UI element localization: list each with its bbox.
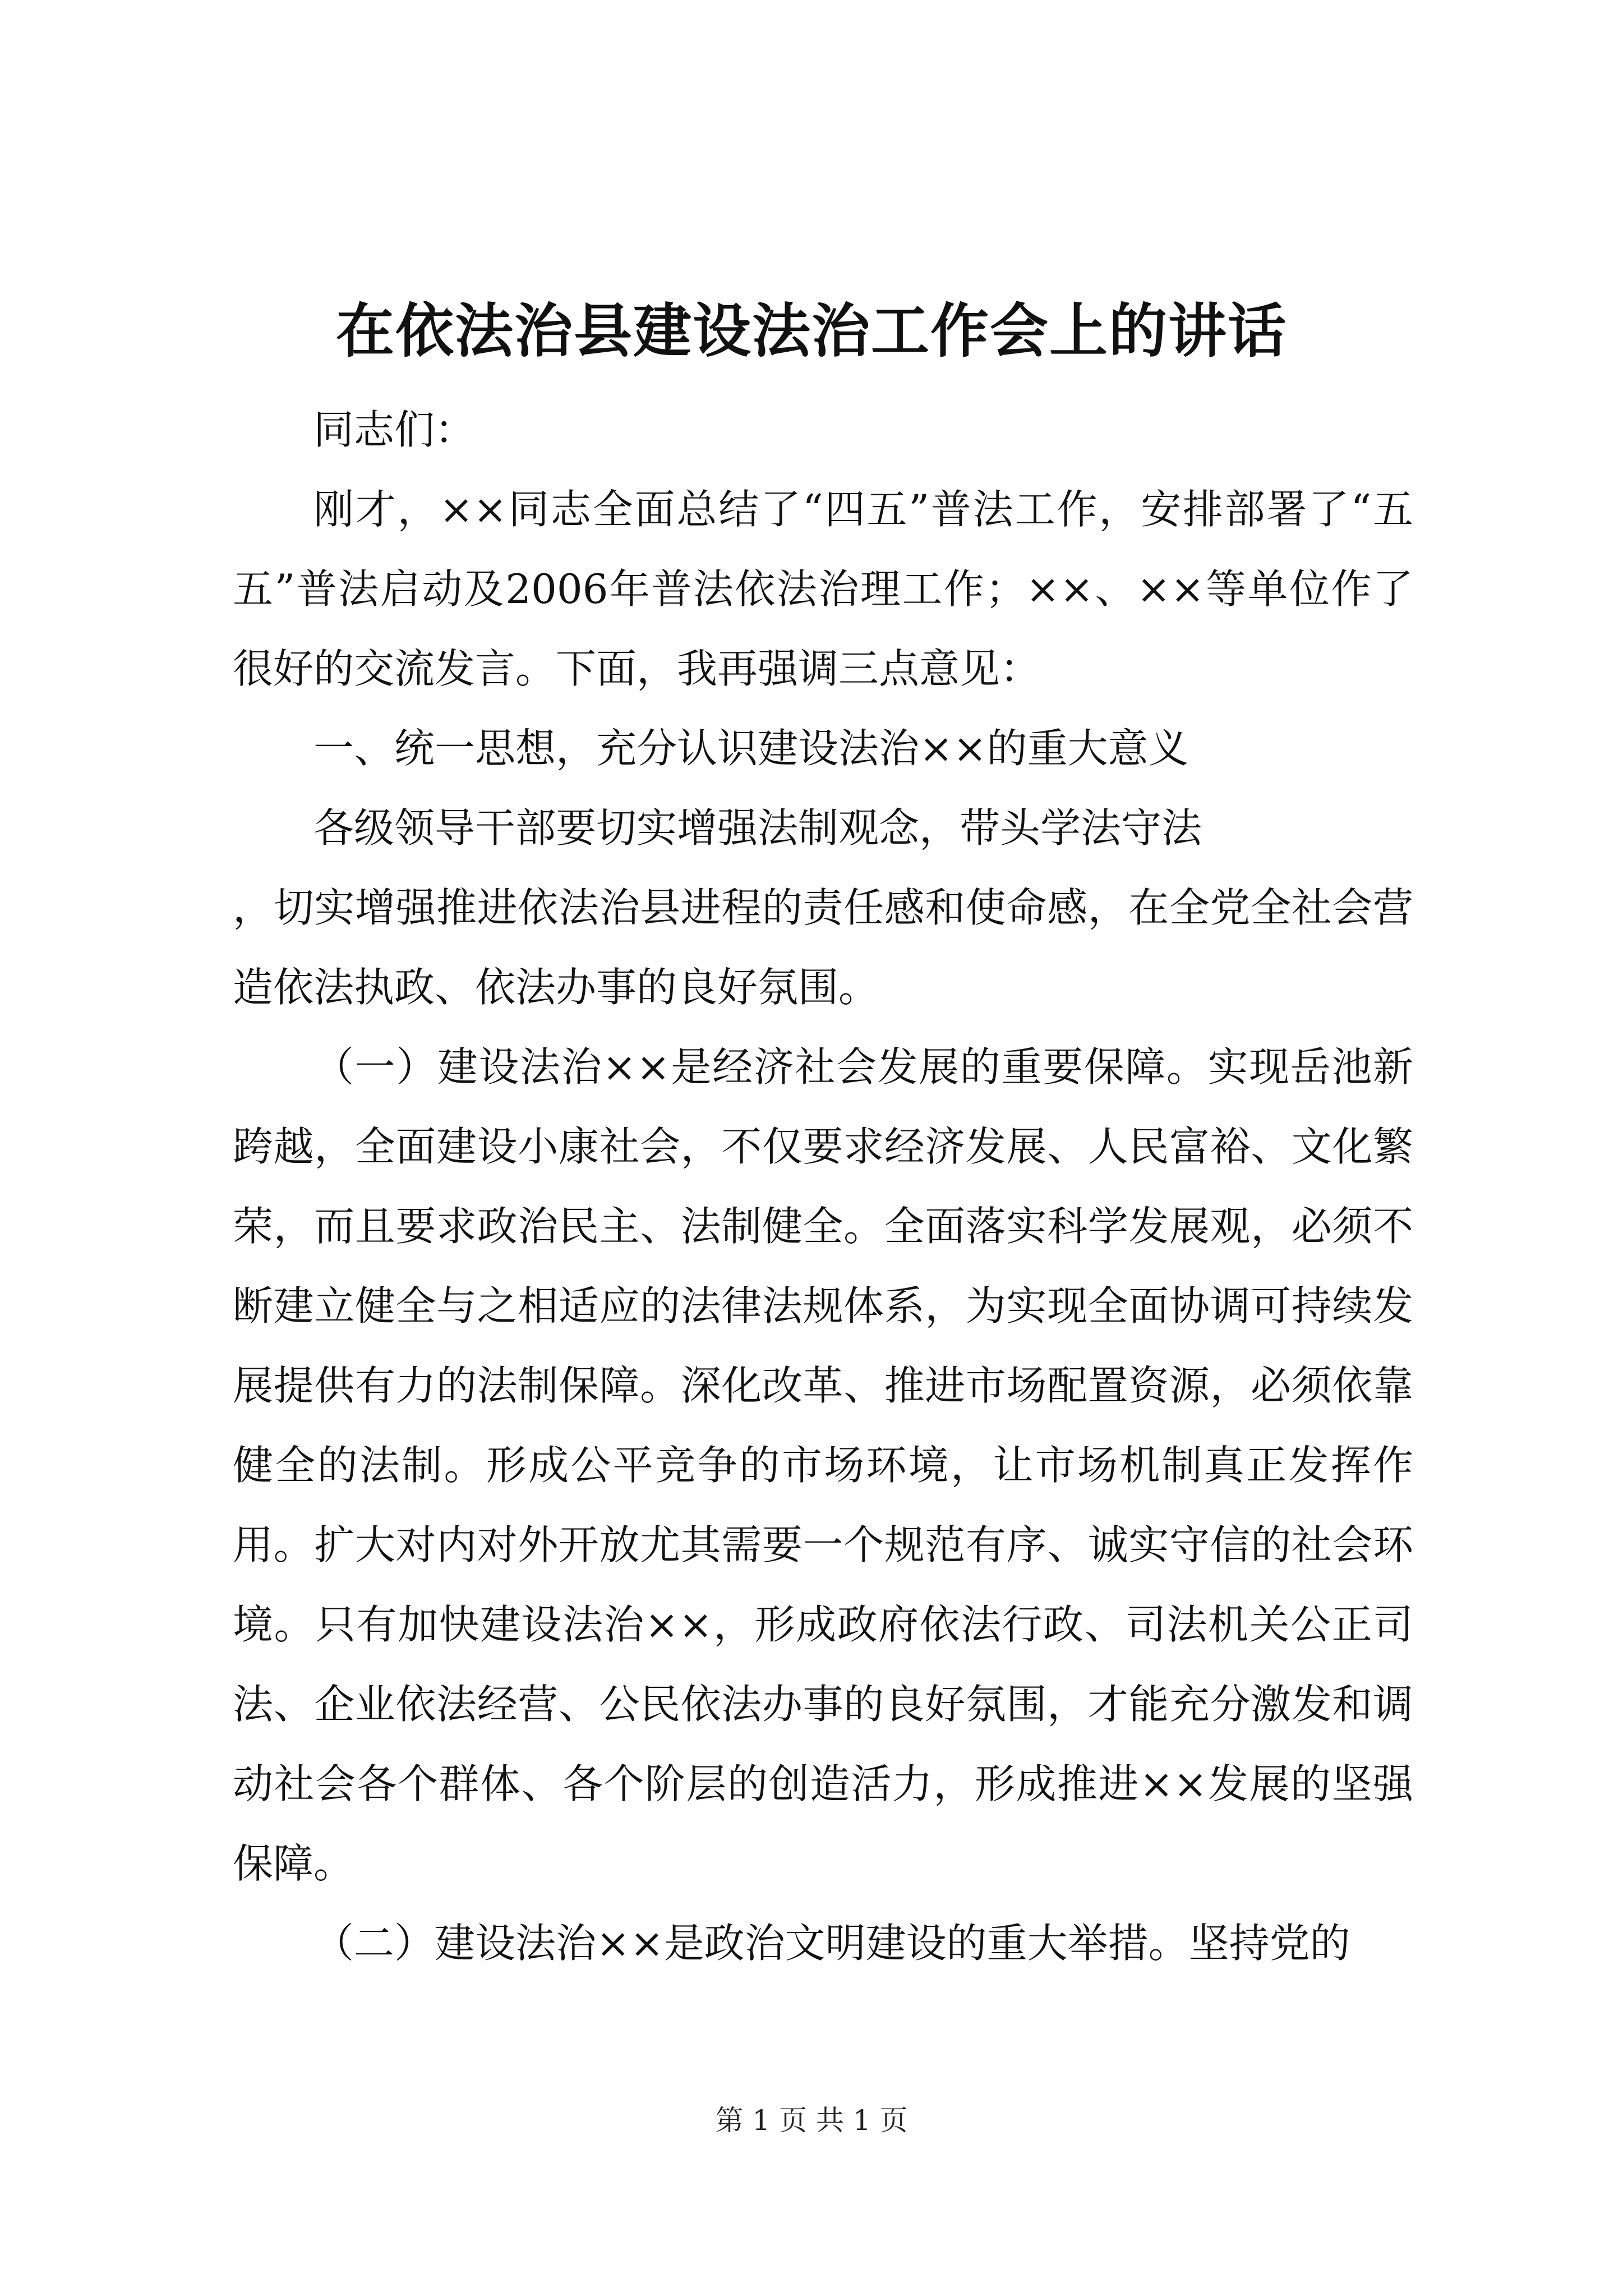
intro-paragraph: 刚才，××同志全面总结了“四五”普法工作，安排部署了“五五”普法启动及2006年普法依法治理工作；××、××等单位作了很好的交流发言。下面，我再强调三点意见： — [233, 486, 1413, 692]
page-footer: 第 1 页 共 1 页 — [715, 2104, 908, 2137]
leaders-paragraph: 各级领导干部要切实增强法制观念，带头学法守法 — [313, 804, 1202, 852]
salutation-paragraph: 同志们： — [313, 406, 476, 453]
continuation-paragraph: ，切实增强推进依法治县进程的责任感和使命感，在全党全社会营造依法执政、依法办事的良好氛围。 — [233, 884, 1413, 1011]
subsection-one-paragraph: （一）建设法治××是经济社会发展的重要保障。实现岳池新跨越，全面建设小康社会，不仅要求经济发展、人民富裕、文化繁荣，而且要求政治民主、法制健全。全面落实科学发展观，必须不断建立健全与之相适应的法律法规体系，为实现全面协调可持续发展提供有力的法制保障。深化改革、推进市场配置资源，必须依靠健全的法制。形成公平竞争的市场环境，让市场机制真正发挥作用。扩大对内对外开放尤其需要一个规范有序、诚实守信的社会环境。只有加快建设法治××，形成政府依法行政、司法机关公正司法、企业依法经营、公民依法办事的良好氛围，才能充分激发和调动社会各个群体、各个阶层的创造活力，形成推进××发展的坚强保障。 — [233, 1043, 1413, 1887]
subsection-two-paragraph: （二）建设法治××是政治文明建设的重大举措。坚持党的 — [313, 1920, 1350, 1967]
document-body — [233, 390, 1413, 1983]
section-heading: 一、统一思想，充分认识建设法治××的重大意义 — [313, 725, 1189, 772]
document-title: 在依法治县建设法治工作会上的讲话 — [335, 296, 1287, 365]
